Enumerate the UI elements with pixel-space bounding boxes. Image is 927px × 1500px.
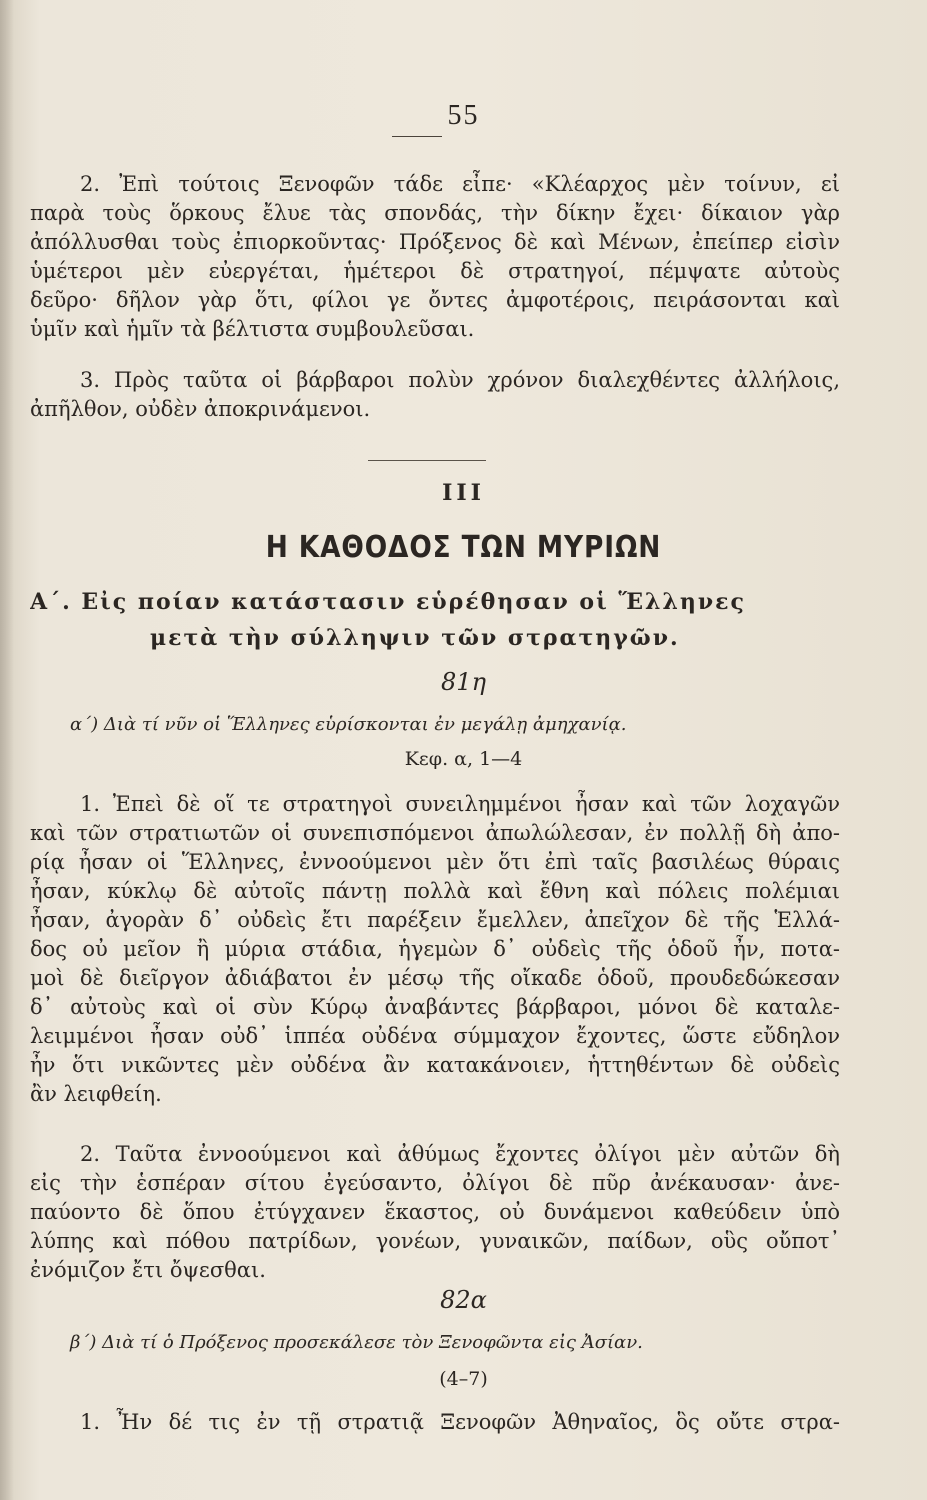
text-line: 1. Ἐπεὶ δὲ οἵ τε στρατηγοὶ συνειλημμένοι ἦσαν καὶ τῶν λοχαγῶν	[80, 792, 840, 816]
question-label: α΄)	[70, 714, 99, 735]
section-heading-line: Α΄. Εἰς ποίαν κατάστασιν εὑρέθησαν οἱ Ἕλληνες	[30, 589, 746, 615]
text-line: 3. Πρὸς ταῦτα οἱ βάρβαροι πολὺν χρόνον διαλεχθέντες ἀλλήλοις,	[80, 368, 840, 392]
text-line: μοὶ δὲ διεῖργον ἀδιάβατοι ἐν μέσῳ τῆς οἴκαδε ὁδοῦ, προυδεδώκεσαν	[30, 966, 840, 990]
text-line: ἦσαν, ἀγορὰν δ᾽ οὐδεὶς ἔτι παρέξειν ἔμελλεν, ἀπεῖχον δὲ τῆς Ἑλλά-	[30, 908, 840, 932]
question-text: Διὰ τί ὁ Πρόξενος προσεκάλεσε τὸν Ξενοφῶντα εἰς Ἀσίαν.	[102, 1332, 643, 1353]
chapter-title: Η ΚΑΘΟΔΟΣ ΤΩΝ ΜΥΡΙΩΝ	[265, 530, 662, 565]
lesson-number: 81η	[441, 668, 486, 696]
text-line: ἐνόμιζον ἔτι ὄψεσθαι.	[30, 1258, 266, 1282]
text-line: καὶ τῶν στρατιωτῶν οἱ συνεπισπόμενοι ἀπωλώλεσαν, ἐν πολλῇ δὴ ἀπο-	[30, 821, 840, 845]
text-line: εἰς τὴν ἑσπέραν σίτου ἐγεύσαντο, ὀλίγοι δὲ πῦρ ἀνέκαυσαν· ἀνε-	[30, 1171, 840, 1195]
lesson-paragraph-next	[30, 1408, 840, 1437]
text-line: ἦν ὅτι νικῶντες μὲν οὐδένα ἂν κατακάνοιεν, ἡττηθέντων δὲ οὐδεὶς	[30, 1053, 840, 1077]
text-line: ἂν λειφθείη.	[30, 1082, 162, 1106]
text-line: δος οὐ μεῖον ἢ μύρια στάδια, ἡγεμὼν δ᾽ οὐδεὶς τῆς ὁδοῦ ἦν, ποτα-	[30, 937, 840, 961]
page-number-underline	[392, 136, 442, 137]
continuation-paragraph-3	[30, 366, 840, 424]
lesson-number: 82α	[440, 1286, 487, 1314]
section-heading-line: μετὰ τὴν σύλληψιν τῶν στρατηγῶν.	[150, 625, 680, 651]
text-line: ρίᾳ ἦσαν οἱ Ἕλληνες, ἐννοούμενοι μὲν ὅτι ἐπὶ ταῖς βασιλέως θύραις	[30, 850, 840, 874]
lesson-question	[30, 712, 840, 738]
text-line: ὑμέτεροι μὲν εὐεργέται, ἡμέτεροι δὲ στρατηγοί, πέμψατε αὐτοὺς	[30, 259, 840, 283]
chapter-roman-numeral: III	[442, 480, 485, 506]
text-line: 1. Ἦν δέ τις ἐν τῇ στρατιᾷ Ξενοφῶν Ἀθηναῖος, ὃς οὔτε στρα-	[80, 1410, 840, 1434]
text-line: δεῦρο· δῆλον γὰρ ὅτι, φίλοι γε ὄντες ἀμφοτέροις, πειράσονται καὶ	[30, 288, 840, 312]
page-number: 55	[447, 100, 480, 131]
section-heading	[30, 584, 840, 656]
lesson-paragraph-2	[30, 1140, 840, 1285]
lesson-question	[30, 1330, 840, 1356]
section-separator	[368, 460, 486, 461]
question-text: Διὰ τί νῦν οἱ Ἕλληνες εὑρίσκονται ἐν μεγάλῃ ἀμηχανίᾳ.	[103, 714, 627, 735]
text-line: παύοντο δὲ ὅπου ἐτύγχανεν ἕκαστος, οὐ δυνάμενοι καθεύδειν ὑπὸ	[30, 1200, 840, 1224]
text-line: 2. Ταῦτα ἐννοούμενοι καὶ ἀθύμως ἔχοντες ὀλίγοι μὲν αὐτῶν δὴ	[80, 1142, 840, 1166]
text-line: ἦσαν, κύκλῳ δὲ αὐτοῖς πάντῃ πολλὰ καὶ ἔθνη καὶ πόλεις πολέμιαι	[30, 879, 840, 903]
text-line: δ᾽ αὐτοὺς καὶ οἱ σὺν Κύρῳ ἀναβάντες βάρβαροι, μόνοι δὲ καταλε-	[30, 995, 840, 1019]
text-line: ἀπῆλθον, οὐδὲν ἀποκρινάμενοι.	[30, 397, 371, 421]
text-line: παρὰ τοὺς ὅρκους ἔλυε τὰς σπονδάς, τὴν δίκην ἔχει· δίκαιον γὰρ	[30, 201, 840, 225]
text-line: ἀπόλλυσθαι τοὺς ἐπιορκοῦντας· Πρόξενος δὲ καὶ Μένων, ἐπείπερ εἰσὶν	[30, 230, 840, 254]
question-label: β΄)	[70, 1332, 97, 1353]
text-line: ὑμῖν καὶ ἡμῖν τὰ βέλτιστα συμβουλεῦσαι.	[30, 317, 475, 341]
chapter-reference: Κεφ. α, 1—4	[404, 748, 523, 770]
text-line: λύπης καὶ πόθου πατρίδων, γονέων, γυναικῶν, παίδων, οὓς οὔποτ᾽	[30, 1229, 840, 1253]
chapter-reference: (4–7)	[439, 1368, 488, 1390]
continuation-paragraph-2	[30, 170, 840, 344]
text-line: 2. Ἐπὶ τούτοις Ξενοφῶν τάδε εἶπε· «Κλέαρχος μὲν τοίνυν, εἰ	[80, 172, 840, 196]
text-line: λειμμένοι ἦσαν οὐδ᾽ ἱππέα οὐδένα σύμμαχον ἔχοντες, ὥστε εὔδηλον	[30, 1024, 840, 1048]
lesson-paragraph-1	[30, 790, 840, 1109]
